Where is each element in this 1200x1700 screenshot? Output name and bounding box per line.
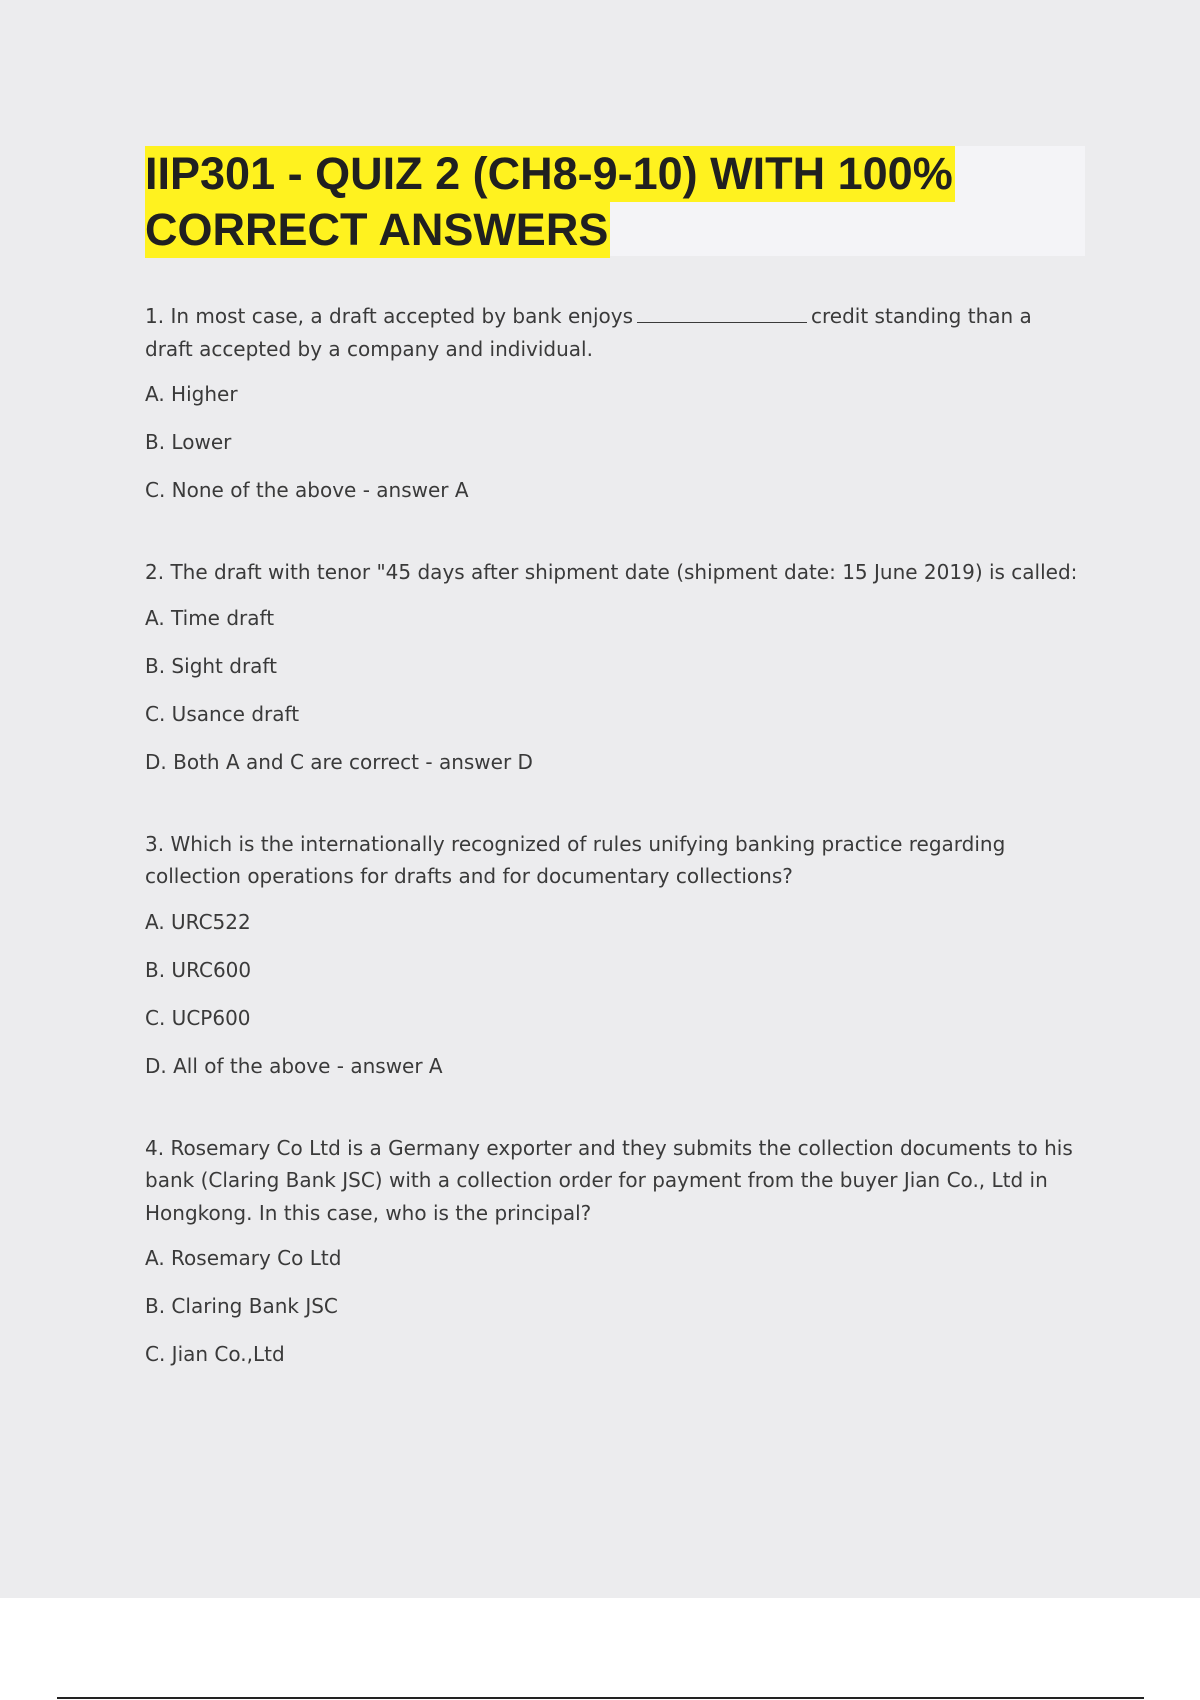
question-3	[145, 828, 1085, 1082]
question-text: 2. The draft with tenor "45 days after shipment date (shipment date: 15 June 2019) is called:	[145, 560, 1078, 584]
question-text-end: credit standing than a draft accepted by a company and individual.	[145, 304, 1032, 361]
question-4	[145, 1132, 1085, 1371]
option-d: D. All of the above - answer A	[145, 1053, 443, 1078]
option-b: B. Sight draft	[145, 653, 277, 678]
option-c: C. UCP600	[145, 1005, 251, 1030]
option-c: C. Usance draft	[145, 701, 300, 726]
question-1	[145, 300, 1085, 506]
question-2	[145, 556, 1085, 778]
answer-blank	[637, 303, 807, 323]
option-c: C. None of the above - answer A	[145, 478, 469, 502]
question-text-start: 1. In most case, a draft accepted by bank enjoys	[145, 304, 634, 328]
option-a: A. Time draft	[145, 605, 275, 630]
option-c: C. Jian Co.,Ltd	[145, 1342, 285, 1366]
footer-divider	[57, 1697, 1144, 1699]
option-b: B. Claring Bank JSC	[145, 1294, 338, 1318]
question-text: 4. Rosemary Co Ltd is a Germany exporter and they submits the collection documents to his bank (Claring Bank JSC) with a collection order for payment from the buyer Jian Co., Ltd in Hongkong. In this case, who is the principal?	[145, 1135, 1073, 1225]
option-b: B. Lower	[145, 430, 232, 454]
option-a: A. Higher	[145, 382, 238, 406]
question-text: 3. Which is the internationally recognized of rules unifying banking practice regarding collection operations for drafts and for documentary collections?	[145, 831, 1006, 888]
option-a: A. Rosemary Co Ltd	[145, 1246, 342, 1270]
option-d: D. Both A and C are correct - answer D	[145, 749, 533, 774]
question-text	[145, 300, 1085, 365]
option-b: B. URC600	[145, 957, 252, 982]
quiz-content	[145, 300, 1085, 1420]
document-title	[145, 146, 1085, 258]
title-line-2: CORRECT ANSWERS	[145, 202, 610, 258]
title-block	[145, 146, 1085, 256]
option-a: A. URC522	[145, 909, 251, 934]
title-line-1: IIP301 - QUIZ 2 (CH8-9-10) WITH 100%	[145, 146, 955, 202]
